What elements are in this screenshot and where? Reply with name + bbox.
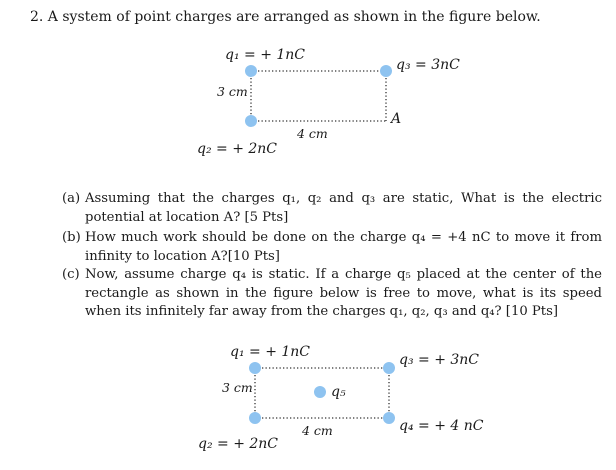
part-a-text: Assuming that the charges q₁, q₂ and q₃ are static, What is the electric potential at location A? [5 Pts] (85, 191, 602, 225)
fig1-q3-label: q₃ = 3nC (396, 57, 460, 73)
fig1-q2-label: q₂ = + 2nC (197, 141, 278, 157)
fig2-q2-label: q₂ = + 2nC (198, 436, 279, 452)
fig2-q5-label: q₅ (331, 384, 346, 400)
fig1-width-label: 4 cm (297, 126, 328, 141)
fig1-q1-label: q₁ = + 1nC (225, 47, 306, 63)
fig2-q3-label: q₃ = + 3nC (399, 352, 480, 368)
part-c-label: (c) (62, 267, 80, 282)
fig2-charge-q5-marker (314, 386, 326, 398)
part-b-text: How much work should be done on the charge q₄ = +4 nC to move it from infinity to location A?[10 Pts] (85, 230, 602, 264)
fig2-width-label: 4 cm (302, 423, 333, 438)
fig1-height-label: 3 cm (217, 84, 248, 99)
part-b-label: (b) (62, 230, 81, 245)
fig2-charge-q1-marker (249, 362, 261, 374)
part-c-text: Now, assume charge q₄ is static. If a charge q₅ placed at the center of the rectangle as shown in the figure below is free to move, what is its speed when its infinitely far away from the charges q₁, q₂, q₃ and q₄? [10 Pts] (85, 267, 602, 319)
fig2-height-label: 3 cm (222, 380, 253, 395)
fig2-charge-q2-marker (249, 412, 261, 424)
question-title: 2. A system of point charges are arranged as shown in the figure below. (30, 9, 541, 25)
fig1-point-a-label: A (391, 111, 402, 127)
fig2-q1-label: q₁ = + 1nC (230, 344, 311, 360)
fig2-charge-q3-marker (383, 362, 395, 374)
part-a-label: (a) (62, 191, 81, 206)
fig2-q4-label: q₄ = + 4 nC (399, 418, 484, 434)
fig2-charge-q4-marker (383, 412, 395, 424)
